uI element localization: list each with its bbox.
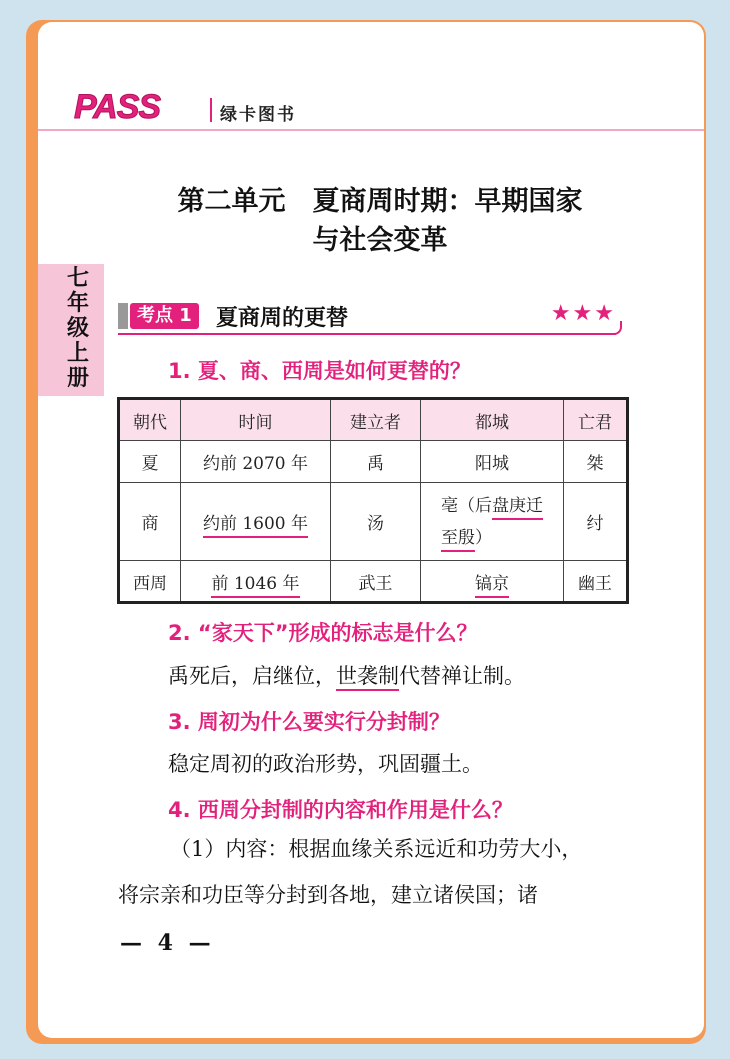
capital-part-d: ）: [475, 527, 492, 548]
cell-capital: 阳城: [421, 441, 564, 483]
question-1: 1. 夏、商、西周是如何更替的？: [168, 359, 471, 383]
cell-time: 约前 2070 年: [181, 441, 331, 483]
capital-part-a: 亳（后: [441, 495, 492, 516]
cell-dynasty: 西周: [119, 561, 181, 603]
question-2: 2. “家天下”形成的标志是什么？: [168, 621, 478, 645]
capital-part-c: 至殷: [441, 528, 475, 552]
cell-founder: 禹: [331, 441, 421, 483]
side-tab-label: 七年级上册: [66, 266, 89, 391]
header-rule: [38, 129, 704, 131]
cell-last-ruler: 桀: [564, 441, 628, 483]
answer-4-line2: 将宗亲和功臣等分封到各地，建立诸侯国；诸: [118, 883, 538, 907]
table-row: [119, 483, 628, 561]
cell-capital: [421, 483, 564, 561]
difficulty-stars-icon: ★★★: [550, 301, 616, 326]
brand-subtitle: 绿卡图书: [220, 105, 296, 125]
brand-logo: PASS: [74, 88, 161, 126]
header-capital: 都城: [421, 399, 564, 441]
kaodian-heading: [118, 301, 622, 337]
kaodian-underline: [118, 333, 616, 335]
cell-time: [181, 483, 331, 561]
cell-capital: [421, 561, 564, 603]
cell-dynasty: 商: [119, 483, 181, 561]
table-row: [119, 441, 628, 483]
header-dynasty: 朝代: [119, 399, 181, 441]
answer-2-key: 世袭制: [336, 664, 399, 691]
kaodian-tag: 考点 1: [130, 303, 199, 329]
cell-time-text: 前 1046 年: [211, 574, 299, 598]
dynasty-table: [117, 397, 629, 604]
cell-last-ruler: 纣: [564, 483, 628, 561]
question-4: 4. 西周分封制的内容和作用是什么？: [168, 798, 513, 822]
table-header-row: [119, 399, 628, 441]
cell-dynasty: 夏: [119, 441, 181, 483]
cell-capital-text: 镐京: [475, 574, 509, 598]
header-last-ruler: 亡君: [564, 399, 628, 441]
kaodian-underline-curl: [612, 321, 622, 335]
cell-founder: 汤: [331, 483, 421, 561]
cell-time-text: 约前 1600 年: [203, 514, 308, 538]
table-row: [119, 561, 628, 603]
cell-last-ruler: 幽王: [564, 561, 628, 603]
header-time: 时间: [181, 399, 331, 441]
brand-divider: [210, 98, 212, 122]
kaodian-marker: [118, 303, 128, 329]
chapter-title-line1: 第二单元 夏商周时期：早期国家: [177, 186, 583, 217]
chapter-title-line2: 与社会变革: [312, 225, 448, 257]
answer-2-before: 禹死后，启继位，: [168, 664, 336, 688]
question-3: 3. 周初为什么要实行分封制？: [168, 710, 450, 734]
kaodian-title: 夏商周的更替: [216, 306, 349, 331]
header-founder: 建立者: [331, 399, 421, 441]
cell-capital-text: [441, 490, 543, 554]
answer-2: [168, 660, 525, 690]
answer-3: 稳定周初的政治形势，巩固疆土。: [168, 752, 483, 776]
cell-founder: 武王: [331, 561, 421, 603]
chapter-title: [120, 182, 640, 260]
cell-time: [181, 561, 331, 603]
page-number: — 4 —: [120, 930, 211, 956]
answer-4-line1: （1）内容：根据血缘关系远近和功劳大小，: [170, 837, 583, 861]
capital-part-b: 盘庚迁: [492, 496, 543, 520]
answer-2-after: 代替禅让制。: [399, 664, 525, 688]
